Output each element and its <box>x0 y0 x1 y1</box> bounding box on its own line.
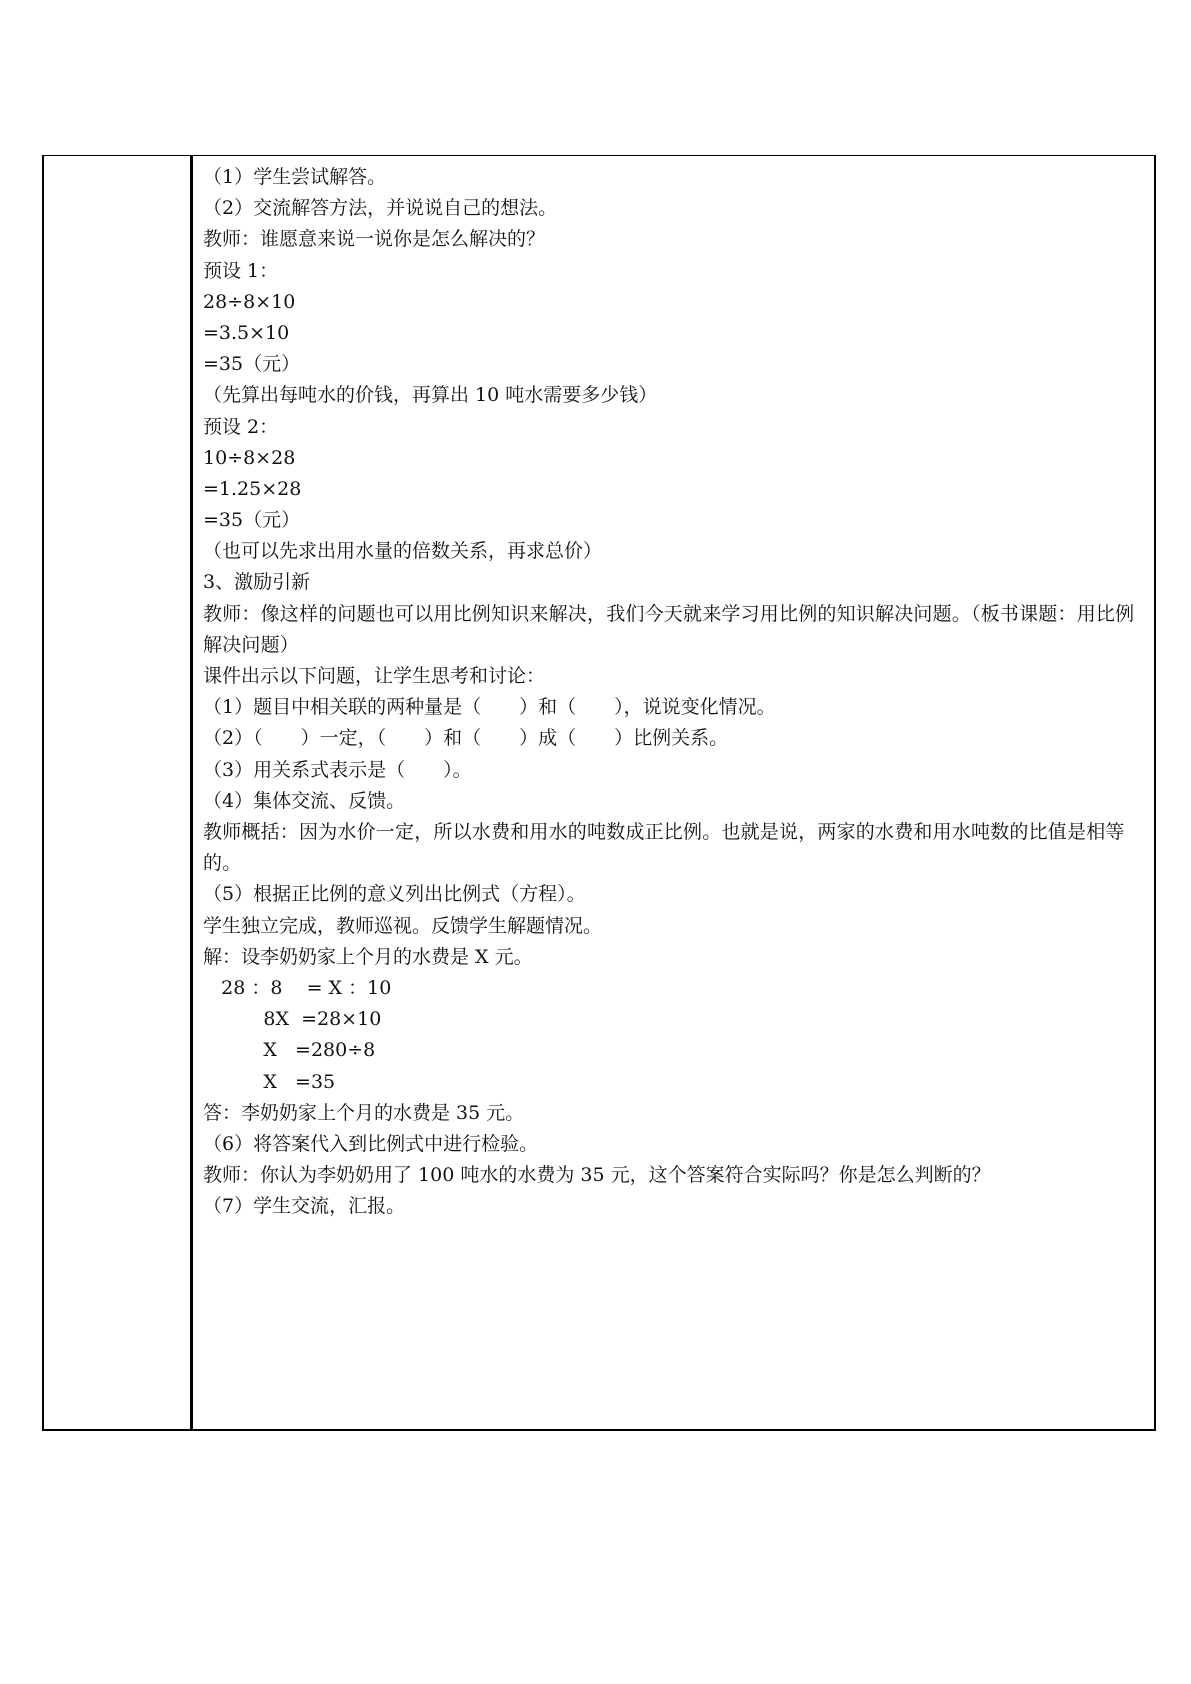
text-line: （先算出每吨水的价钱，再算出 10 吨水需要多少钱） <box>203 384 658 407</box>
question-line: （5）根据正比例的意义列出比例式（方程）。 <box>203 883 586 906</box>
lesson-table <box>42 155 1156 1431</box>
equation-line: =35（元） <box>203 509 301 532</box>
text-line: 解：设李奶奶家上个月的水费是 X 元。 <box>203 945 533 968</box>
text-line: （也可以先求出用水量的倍数关系，再求总价） <box>203 540 603 563</box>
text-line: （1）学生尝试解答。 <box>203 166 387 188</box>
text-line: 教师：谁愿意来说一说你是怎么解决的？ <box>203 228 546 251</box>
question-line: （1）题目中相关联的两种量是（ ）和（ ），说说变化情况。 <box>203 696 776 719</box>
question-line: （3）用关系式表示是（ ）。 <box>203 758 472 781</box>
equation-line: X =280÷8 <box>203 1039 376 1062</box>
equation-line: =1.25×28 <box>203 477 302 500</box>
question-line: （2）（ ）一定，（ ）和（ ）成（ ）比例关系。 <box>203 727 729 750</box>
equation-line: =3.5×10 <box>203 321 290 344</box>
question-line: （6）将答案代入到比例式中进行检验。 <box>203 1132 539 1155</box>
equation-line: 28 ：8 = X ：10 <box>203 976 392 999</box>
question-line: （7）学生交流，汇报。 <box>203 1195 406 1218</box>
equation-line: 28÷8×10 <box>203 290 296 313</box>
equation-line: X =35 <box>203 1070 336 1093</box>
equation-line: =35（元） <box>203 353 301 376</box>
table-left-column <box>44 156 193 1429</box>
text-line: 课件出示以下问题，让学生思考和讨论： <box>203 665 546 688</box>
question-line: （4）集体交流、反馈。 <box>203 789 406 812</box>
text-line: 预设 1： <box>203 259 279 282</box>
text-line: 学生独立完成，教师巡视。反馈学生解题情况。 <box>203 914 603 937</box>
text-paragraph: 教师概括：因为水价一定，所以水费和用水的吨数成正比例。也就是说，两家的水费和用水吨数的比值是相等的。 <box>203 820 1125 875</box>
text-line: （2）交流解答方法，并说说自己的想法。 <box>203 197 558 220</box>
answer-line: 答：李奶奶家上个月的水费是 35 元。 <box>203 1101 525 1124</box>
text-line: 预设 2： <box>203 415 279 438</box>
section-heading: 3、激励引新 <box>203 571 311 594</box>
equation-line: 10÷8×28 <box>203 446 296 469</box>
table-content-cell <box>193 156 1154 1429</box>
text-paragraph: 教师：像这样的问题也可以用比例知识来解决，我们今天就来学习用比例的知识解决问题。（板书课题：用比例解决问题） <box>203 602 1135 656</box>
equation-line: 8X =28×10 <box>203 1008 382 1031</box>
text-line: 教师：你认为李奶奶用了 100 吨水的水费为 35 元，这个答案符合实际吗？你是怎么判断的？ <box>203 1164 991 1187</box>
